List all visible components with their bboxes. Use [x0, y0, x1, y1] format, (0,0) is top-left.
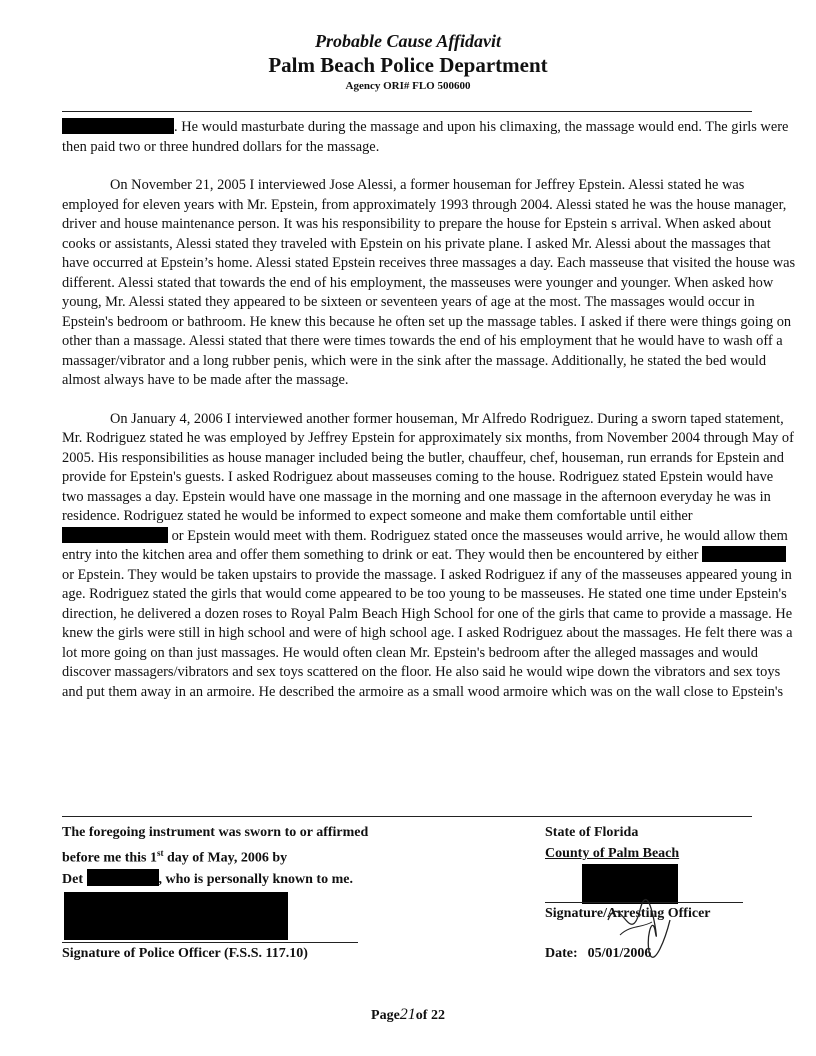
date-line: Date: 05/01/2006: [545, 946, 652, 961]
document-type: Probable Cause Affidavit: [315, 31, 501, 51]
handwritten-signature: [600, 880, 680, 970]
document-header: [0, 30, 816, 94]
department-title: Palm Beach Police Department: [268, 53, 548, 77]
jurisdiction-block: [545, 822, 765, 864]
redaction-box: [62, 527, 168, 543]
header-divider: [62, 111, 752, 112]
paragraph-3: On January 4, 2006 I interviewed another former houseman, Mr Alfredo Rodriguez. During a sworn taped statement, Mr. Rodriguez stated he was employed by Jeffrey Epstein for approximately six months, from November 2004 through May of 2005. His responsibilities as house manager included being the butler, chauffeur, chef, houseman, run errands for Epstein and provide for Epstein's guests. I asked Rodriguez about masseuses coming to the house. Rodriguez stated Epstein would have two massages a day. Epstein would have one massage in the morning and one massage in the afternoon everyday he was in residence. Rodriguez stated he would be informed to expect someone and make them comfortable until either or Epstein would meet with them. Rodriguez stated once the masseuses would arrive, he would allow them entry into the kitchen area and offer them something to drink or eat. They would then be encountered by either or Epstein. They would be taken upstairs to provide the massage. I asked Rodriguez if any of the masseuses appeared young in age. Rodriguez stated the girls that would come appeared to be too young to be masseuses. He stated one time under Epstein's direction, he delivered a dozen roses to Royal Palm Beach High School for one of the girls that came to provide a massage. He knew the girls were still in high school and were of high school age. I asked Rodriguez about the massages. He felt there was a lot more going on than just massages. He would often clean Mr. Epstein's bedroom after the alleged massages and would discover massagers/vibrators and sex toys scattered on the floor. He also said he would wipe down the vibrators and sex toys and put them away in an armoire. He described the armoire as a small wood armoire which was on the wall close to Epstein's: [62, 410, 794, 700]
footer-divider: [62, 816, 752, 817]
county-label: County of Palm Beach: [545, 846, 680, 861]
sworn-statement: [62, 822, 502, 890]
police-officer-signature-label: Signature of Police Officer (F.S.S. 117.10): [62, 946, 308, 961]
redaction-box: [87, 869, 159, 886]
paragraph-1: . He would masturbate during the massage and upon his climaxing, the massage would end. The girls were then paid two or three hundred dollars for the massage.: [62, 119, 789, 155]
sworn-line-1: The foregoing instrument was sworn to or affirmed: [62, 825, 369, 840]
redaction-box: [64, 892, 288, 940]
redaction-box: [702, 546, 786, 562]
signature-line: [62, 942, 358, 943]
paragraph-2: On November 21, 2005 I interviewed Jose Alessi, a former houseman for Jeffrey Epstein. Alessi stated he was employed for eleven years with Mr. Epstein, from approximately 1993 through 2004. Alessi stated he was the house manager, driver and house maintenance person. It was his responsibility to prepare the house for Epstein s arrival. When asked about cooks or assistants, Alessi stated they traveled with Epstein on his private plane. I asked Mr. Alessi about the massages that have occurred at Epstein’s home. Alessi stated Epstein receives three massages a day. Each masseuse that visited the house was different. Alessi stated that towards the end of his employment, the masseuses were younger and younger. When asked how young, Mr. Alessi stated they appeared to be sixteen or seventeen years of age at the most. The massages would occur in Epstein's bedroom or bathroom. He knew this because he often set up the massage tables. I asked if there were things going on other than a massage. Alessi stated that there were times towards the end of his employment that he would have to wash off a massager/vibrator and a long rubber penis, which were in the sink after the massage. Additionally, he stated the bed would almost always have to be made after the massage.: [62, 177, 796, 388]
agency-ori: Agency ORI# FLO 500600: [345, 80, 471, 92]
redaction-box: [62, 118, 174, 134]
arresting-officer-signature-label: Signature/Arresting Officer: [545, 906, 711, 921]
page-number: Page21of 22: [371, 1006, 445, 1023]
sworn-line-2: before me this 1st day of May, 2006 by: [62, 848, 288, 866]
state-label: State of Florida: [545, 825, 639, 840]
sworn-line-3: Det , who is personally known to me.: [62, 869, 502, 890]
affidavit-body: [62, 118, 796, 721]
